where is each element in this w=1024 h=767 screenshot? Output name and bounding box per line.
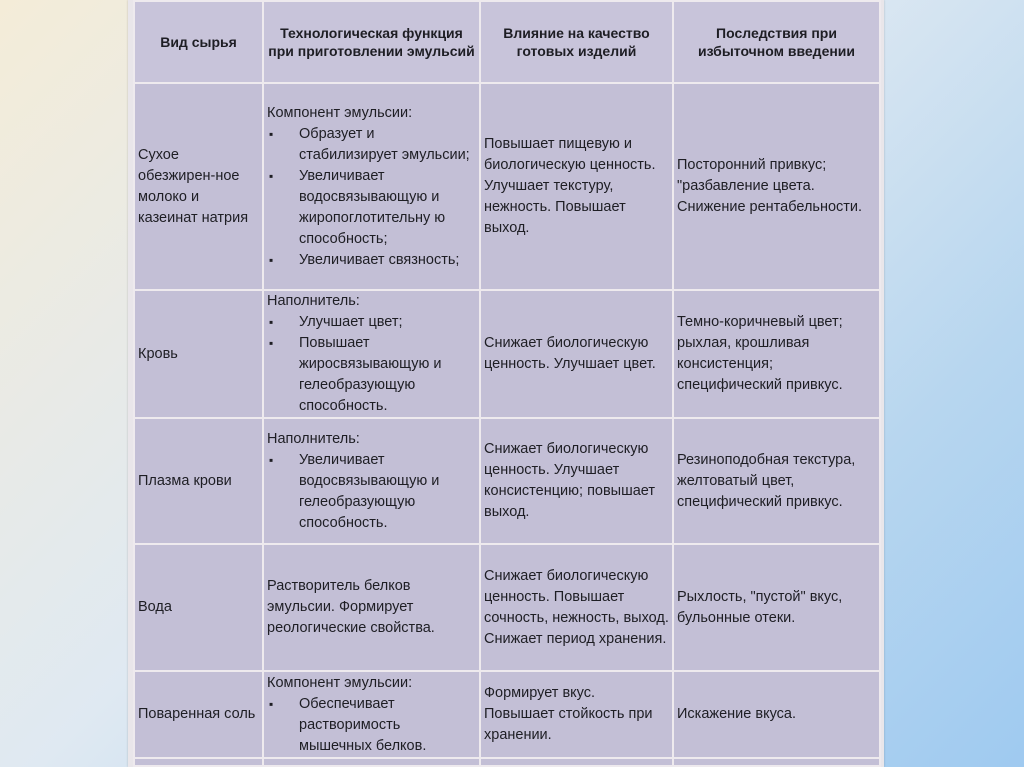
tech-function-cell: Растворитель белков эмульсии. Формирует реологические свойства. — [263, 544, 480, 671]
excess-cell: Резиноподобная текстура, желтоватый цвет, специфический привкус. — [673, 418, 880, 544]
excess-cell: Рыхлость, "пустой" вкус, бульонные отеки. — [673, 544, 880, 671]
quality-effect-cell: Формирует вкус. Повышает стойкость при хранении. — [480, 671, 673, 758]
raw-material-cell: Кровь — [134, 290, 263, 418]
quality-effect-cell: Снижает биологическую ценность. Улучшает консистенцию; повышает выход. — [480, 418, 673, 544]
function-list — [267, 694, 476, 757]
ingredients-table — [133, 0, 881, 767]
list-item: ▪ Увеличивает связность; — [267, 250, 476, 271]
header-row — [134, 1, 880, 83]
function-list — [267, 450, 476, 534]
list-item: ▪ Увеличивает водосвязывающую и гелеобразующую способность. — [267, 450, 476, 534]
empty-cell — [134, 758, 263, 766]
list-item: ▪ Образует и стабилизирует эмульсии; — [267, 124, 476, 166]
tech-function-cell — [263, 290, 480, 418]
raw-material-cell: Сухое обезжирен-ное молоко и казеинат натрия — [134, 83, 263, 290]
raw-material-cell: Вода — [134, 544, 263, 671]
raw-material-cell: Поваренная соль — [134, 671, 263, 758]
function-heading: Компонент эмульсии: — [267, 104, 413, 121]
list-item: ▪ Улучшает цвет; — [267, 312, 476, 333]
tech-function-cell — [263, 418, 480, 544]
empty-cell — [673, 758, 880, 766]
header-raw-material: Вид сырья — [134, 1, 263, 83]
table-row — [134, 83, 880, 290]
list-item: ▪ Повышает жиросвязывающую и гелеобразующую способность. — [267, 333, 476, 417]
empty-cell — [480, 758, 673, 766]
header-quality-effect: Влияние на качество готовых изделий — [480, 1, 673, 83]
list-item: ▪ Обеспечивает растворимость мышечных белков. — [267, 694, 476, 757]
excess-cell: Искажение вкуса. — [673, 671, 880, 758]
list-item: ▪ Увеличивает водосвязывающую и жиропоглотительну ю способность; — [267, 166, 476, 250]
quality-effect-cell: Снижает биологическую ценность. Повышает сочность, нежность, выход. Снижает период хранения. — [480, 544, 673, 671]
table-row — [134, 418, 880, 544]
empty-cell — [263, 758, 480, 766]
function-list — [267, 312, 476, 417]
table-row — [134, 671, 880, 758]
function-heading: Наполнитель: — [267, 430, 360, 447]
table-row — [134, 290, 880, 418]
excess-cell: Темно-коричневый цвет; рыхлая, крошливая консистенция; специфический привкус. — [673, 290, 880, 418]
header-excess-consequences: Последствия при избыточном введении — [673, 1, 880, 83]
raw-material-cell: Плазма крови — [134, 418, 263, 544]
tech-function-cell — [263, 83, 480, 290]
excess-cell: Посторонний привкус; "разбавление цвета. Снижение рентабельности. — [673, 83, 880, 290]
function-heading: Компонент эмульсии: — [267, 674, 413, 691]
function-heading: Наполнитель: — [267, 293, 360, 309]
tech-function-cell — [263, 671, 480, 758]
header-tech-function: Технологическая функция при приготовлении эмульсий — [263, 1, 480, 83]
table-row — [134, 544, 880, 671]
quality-effect-cell: Снижает биологическую ценность. Улучшает цвет. — [480, 290, 673, 418]
function-list — [267, 124, 476, 271]
cut-off-row — [134, 758, 880, 766]
quality-effect-cell: Повышает пищевую и биологическую ценность. Улучшает текстуру, нежность. Повышает выход. — [480, 83, 673, 290]
